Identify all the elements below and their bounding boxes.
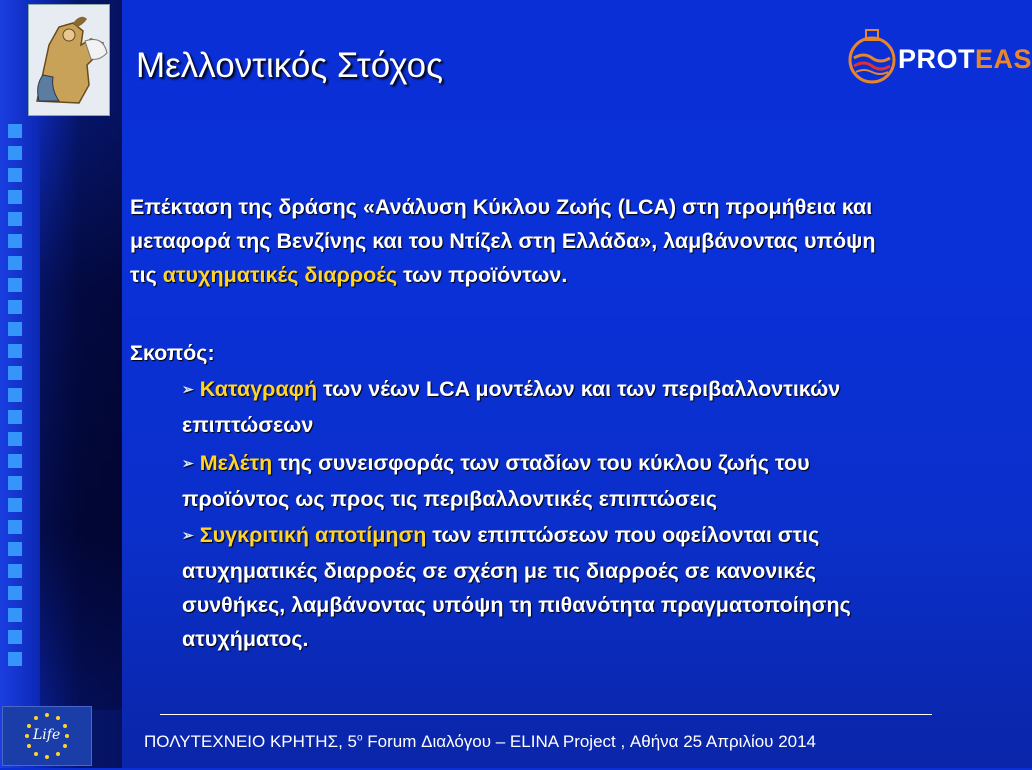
footer-rule [160,714,932,716]
page-title: Μελλοντικός Στόχος [136,46,444,85]
arrow-bullet-icon: ➢ [182,527,194,543]
eu-life-logo [2,706,92,766]
intro-line: Επέκταση της δράσης «Ανάλυση Κύκλου Ζωής (LCA) στη προμήθεια και [130,195,873,219]
intro-line: μεταφορά της Βενζίνης και του Ντίζελ στη Ελλάδα», λαμβάνοντας υπόψη [130,229,876,253]
bullet-highlight: Μελέτη [199,451,273,475]
arrow-bullet-icon: ➢ [182,455,194,471]
strip-shadow-band [40,110,122,710]
intro-text: τις [130,263,163,287]
bullet-text: συνθήκες, λαμβάνοντας υπόψη τη πιθανότητα πραγματοποίησης [182,593,851,617]
bullet-highlight: Συγκριτική αποτίμηση [199,523,427,547]
strip-squares [8,124,30,684]
wordmark-part2: EAS [975,44,1032,74]
life-label: Life [33,727,61,743]
proteas-flask-icon [846,28,902,86]
proteas-wordmark [898,44,1032,75]
bullet-text: προϊόντος ως προς τις περιβαλλοντικές επιπτώσεις [182,487,718,511]
bullet-text: επιπτώσεων [182,413,314,437]
intro-text: των προϊόντων. [397,263,568,287]
university-logo [28,4,110,116]
bullet-text: ατυχήματος. [182,627,309,651]
intro-line [130,258,1010,292]
bullet-text: των επιπτώσεων που οφείλονται στις [426,523,820,547]
bullet-line [182,372,982,408]
bullet-highlight: Καταγραφή [199,377,318,401]
bullet-item [182,372,982,442]
arrow-bullet-icon: ➢ [182,381,194,397]
intro-paragraph [130,190,1010,292]
footer-part: ΠΟΛΥΤΕΧΝΕΙΟ ΚΡΗΤΗΣ, 5 [144,732,357,751]
bullet-text: των νέων LCA μοντέλων και των περιβαλλοντικών [317,377,841,401]
intro-highlight: ατυχηματικές διαρροές [162,263,398,287]
bullet-line [182,446,982,482]
footer-text [144,732,816,752]
footer-superscript: ο [357,732,363,744]
bullet-text: ατυχηματικές διαρροές σε σχέση με τις διαρροές σε κανονικές [182,559,817,583]
bullet-line [182,518,982,554]
wordmark-part1: PROT [898,44,976,74]
athena-figure-icon [29,5,109,115]
scope-heading: Σκοπός: [130,341,215,365]
bullet-text: της συνεισφοράς των σταδίων του κύκλου ζωής του [272,451,810,475]
bullet-item [182,446,982,516]
bullet-item [182,518,982,656]
footer-part: Forum Διαλόγου – ELINA Project , Αθήνα 25 Απριλίου 2014 [362,732,817,751]
